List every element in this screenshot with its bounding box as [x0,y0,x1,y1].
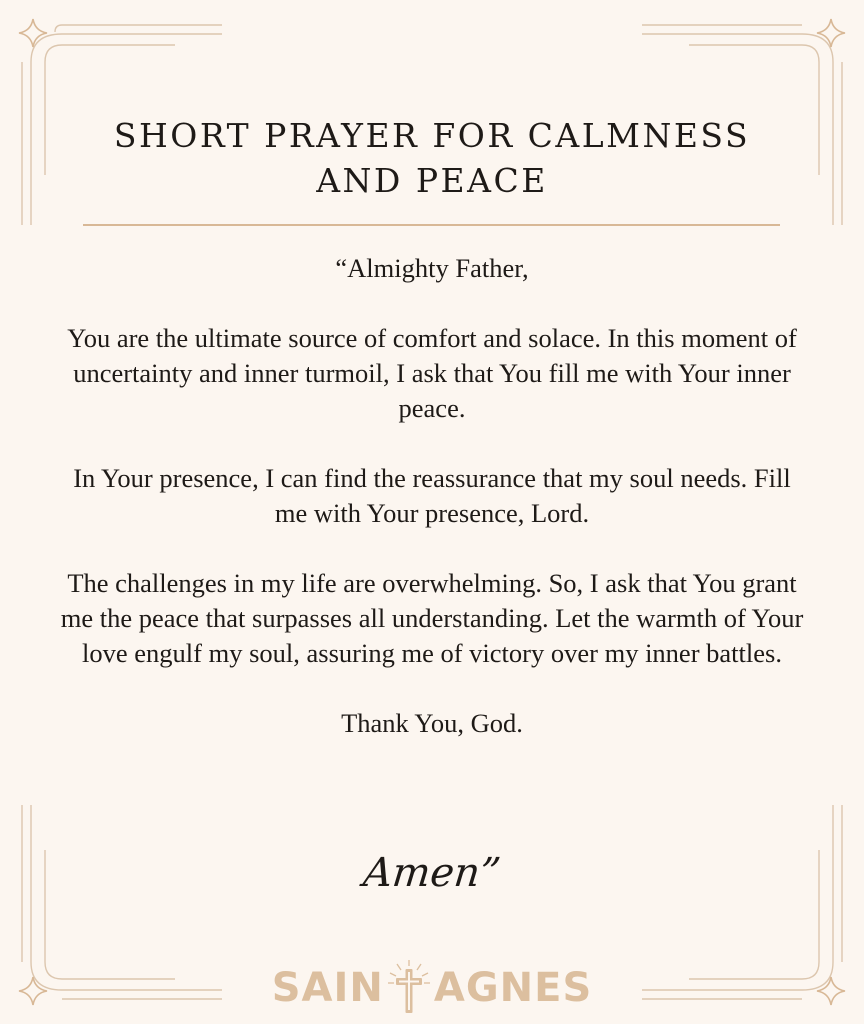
prayer-paragraph: The challenges in my life are overwhelming. So, I ask that You grant me the peace that surpasses all understanding. Let the warmth of Your love engulf my soul, assuring me of victory over my inner battles. [60,568,804,668]
star-icon [19,19,47,47]
title-line-1: SHORT PRAYER FOR CALMNESS [113,116,751,155]
prayer-paragraph: Thank You, God. [341,708,523,738]
prayer-paragraph: In Your presence, I can find the reassurance that my soul needs. Fill me with Your presence, Lord. [73,463,791,528]
page-title [0,113,864,203]
logo-text-right: AGNES [433,965,593,1011]
title-divider [83,224,780,226]
star-icon [817,19,845,47]
brand-logo [0,956,864,1020]
prayer-closing: Amen” [361,850,503,896]
prayer-paragraph: “Almighty Father, [335,253,529,283]
cross-icon [384,956,434,1020]
title-line-2: AND PEACE [316,161,548,200]
logo-text-left: SAIN [271,965,384,1011]
prayer-paragraph: You are the ultimate source of comfort and solace. In this moment of uncertainty and inner turmoil, I ask that You fill me with Your inner peace. [67,323,797,423]
prayer-body [60,251,804,741]
